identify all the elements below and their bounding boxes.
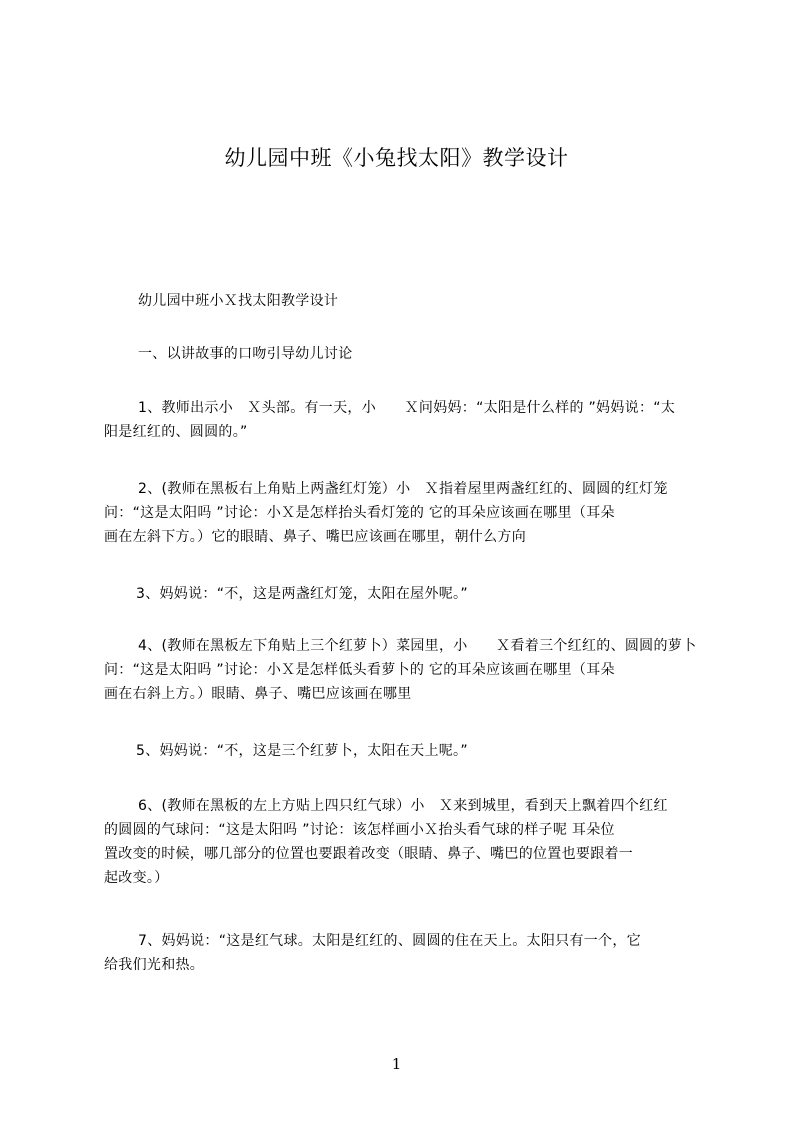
paragraph-3: [104, 582, 704, 606]
paragraph-line: 3、妈妈说：“不，这是两盏红灯笼，太阳在屋外呢。”: [136, 586, 468, 602]
paragraph-line: 5、妈妈说：“不，这是三个红萝卜，太阳在天上呢。”: [136, 743, 468, 759]
paragraph-line: 问：“这是太阳吗 ”讨论：小Ｘ是怎样抬头看灯笼的 它的耳朵应该画在哪里（耳朵: [104, 505, 615, 521]
page-number: 1: [391, 1055, 402, 1073]
subtitle-text: 幼儿园中班小Ｘ找太阳教学设计: [138, 293, 339, 309]
paragraph-5: [104, 739, 704, 763]
paragraph-line: 6、(教师在黑板的左上方贴上四只红气球）小 Ｘ来到城里，看到天上飘着四个红红: [138, 798, 668, 814]
paragraph-1: [104, 396, 704, 444]
paragraph-line: 置改变的时候，哪几部分的位置也要跟着改变（眼睛、鼻子、嘴巴的位置也要跟着一: [104, 846, 634, 862]
paragraph-line: 1、教师出示小 Ｘ头部。有一天，小 Ｘ问妈妈：“太阳是什么样的 ”妈妈说：“太: [138, 400, 676, 416]
paragraph-line: 问：“这是太阳吗 ”讨论：小Ｘ是怎样低头看萝卜的 它的耳朵应该画在哪里（耳朵: [104, 662, 615, 678]
document-title: 幼儿园中班《小兔找太阳》教学设计: [224, 146, 569, 170]
paragraph-line: 给我们光和热。: [104, 957, 205, 973]
section-heading-text: 一、以讲故事的口吻引导幼儿讨论: [138, 346, 353, 362]
paragraph-6: [104, 794, 704, 890]
paragraph-line: 2、(教师在黑板右上角贴上两盏红灯笼）小 Ｘ指着屋里两盏红红的、圆圆的红灯笼: [138, 481, 668, 497]
paragraph-line: 起改变。）: [104, 870, 169, 886]
paragraph-line: 7、妈妈说：“这是红气球。太阳是红红的、圆圆的住在天上。太阳只有一个，它: [138, 933, 641, 949]
paragraph-7: [104, 929, 704, 977]
section-heading-1: [104, 342, 704, 366]
paragraph-4: [104, 634, 704, 706]
paragraph-line: 的圆圆的气球问：“这是太阳吗 ”讨论：该怎样画小Ｘ抬头看气球的样子呢 耳朵位: [104, 822, 615, 838]
paragraph-2: [104, 477, 704, 549]
paragraph-line: 阳是红红的、圆圆的。”: [104, 424, 248, 440]
paragraph-line: 4、(教师在黑板左下角贴上三个红萝卜）菜园里，小 Ｘ看着三个红红的、圆圆的萝卜: [138, 638, 697, 654]
paragraph-line: 画在右斜上方。）眼睛、鼻子、嘴巴应该画在哪里: [104, 686, 412, 702]
document-subtitle: [104, 289, 704, 313]
paragraph-line: 画在左斜下方。）它的眼睛、鼻子、嘴巴应该画在哪里，朝什么方向: [104, 529, 526, 545]
